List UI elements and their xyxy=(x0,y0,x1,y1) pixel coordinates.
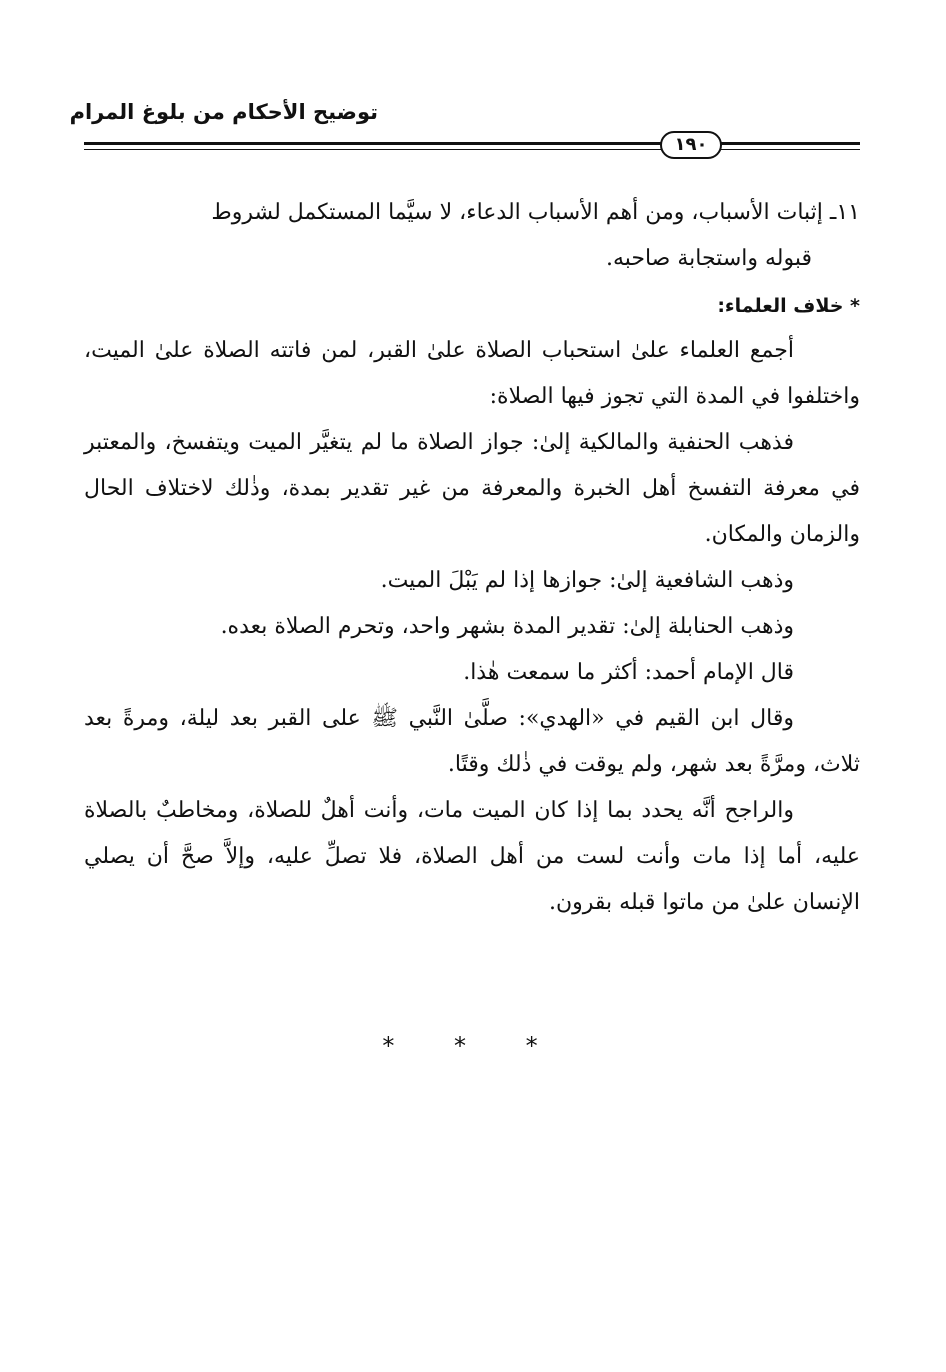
running-header-title: توضيح الأحكام من بلوغ المرام xyxy=(69,100,378,124)
paragraph-consensus: أجمع العلماء علىٰ استحباب الصلاة علىٰ القبر، لمن فاتته الصلاة علىٰ الميت، واختلفوا في المدة التي تجوز فيها الصلاة: xyxy=(84,338,860,409)
page-body xyxy=(84,190,860,926)
section-heading-scholars-disagreement: * خلاف العلماء: xyxy=(717,295,860,317)
numbered-item-11-line-2: قبوله واستجابة صاحبه. xyxy=(605,246,812,271)
paragraph-ibn-al-qayyim: وقال ابن القيم في «الهدي»: صلَّىٰ النَّبي ﷺ على القبر بعد ليلة، ومرةً بعد ثلاث، ومرَّةً بعد شهر، ولم يوقت في ذٰلك وقتًا. xyxy=(84,706,860,777)
paragraph-hanafi-maliki: فذهب الحنفية والمالكية إلىٰ: جواز الصلاة ما لم يتغيَّر الميت ويتفسخ، والمعتبر في معرفة التفسخ أهل الخبرة والمعرفة من غير تقدير بمدة، وذٰلك لاختلاف الحال والزمان والمكان. xyxy=(84,430,860,547)
page-number: ١٩٠ xyxy=(660,131,722,159)
header-rule-left-thick xyxy=(84,142,662,145)
section-separator-stars: * * * xyxy=(382,1032,564,1060)
header-rule-right-thick xyxy=(720,142,860,145)
numbered-item-11-line-1: ١١ـ إثبات الأسباب، ومن أهم الأسباب الدعاء، لا سيَّما المستكمل لشروط xyxy=(211,200,860,225)
paragraph-imam-ahmad: قال الإمام أحمد: أكثر ما سمعت هٰذا. xyxy=(463,660,794,685)
paragraph-hanbali: وذهب الحنابلة إلىٰ: تقدير المدة بشهر واحد، وتحرم الصلاة بعده. xyxy=(220,614,794,639)
header-rule-right-thin xyxy=(720,149,860,150)
header-rule-left-thin xyxy=(84,149,662,150)
paragraph-shafii: وذهب الشافعية إلىٰ: جوازها إذا لم يَبْلَ الميت. xyxy=(380,568,794,593)
paragraph-preferred-view: والراجح أنَّه يحدد بما إذا كان الميت مات، وأنت أهلٌ للصلاة، ومخاطبٌ بالصلاة عليه، أما إذا مات وأنت لست من أهل الصلاة، فلا تصلِّ عليه، وإلاَّ صحَّ أن يصلي الإنسان علىٰ من ماتوا قبله بقرون. xyxy=(84,798,860,915)
